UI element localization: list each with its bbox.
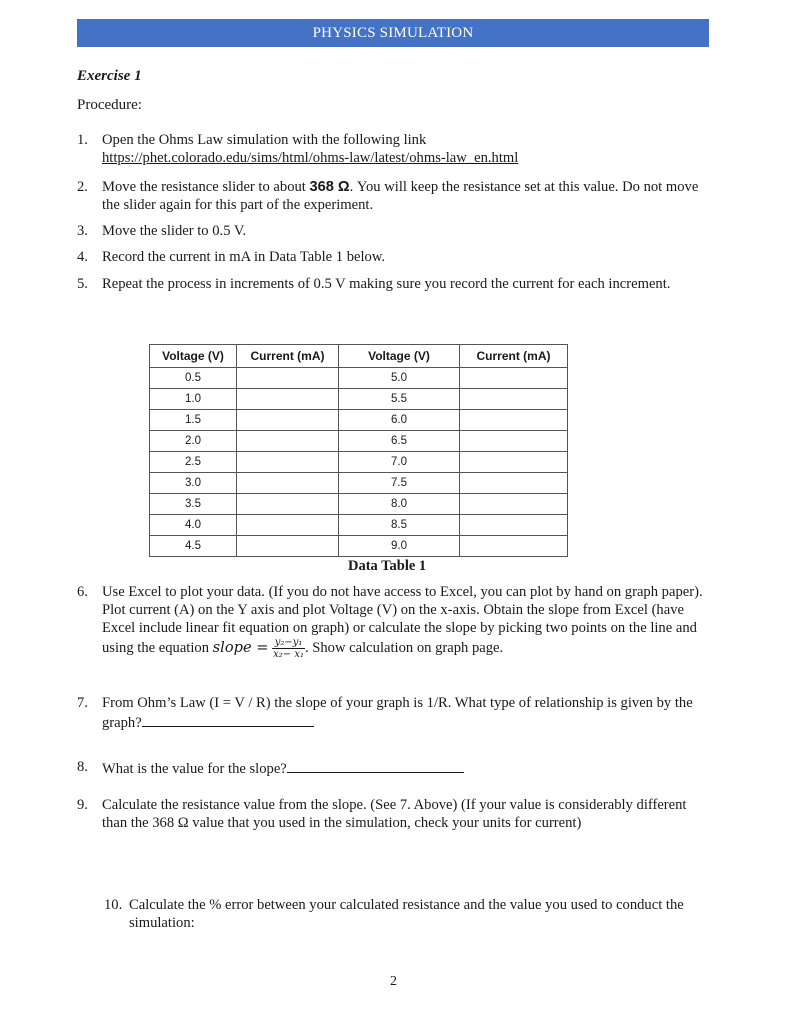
voltage-cell: 2.0	[150, 431, 237, 452]
slope-equation-fraction	[272, 637, 305, 660]
table-row	[150, 431, 568, 452]
current-input-cell[interactable]	[237, 494, 339, 515]
simulation-link[interactable]: https://phet.colorado.edu/sims/html/ohms-law/latest/ohms-law_en.html	[102, 150, 519, 166]
answer-blank-8[interactable]	[287, 758, 464, 773]
table-row	[150, 536, 568, 557]
step-1	[77, 131, 707, 167]
current-input-cell[interactable]	[460, 410, 568, 431]
current-input-cell[interactable]	[460, 431, 568, 452]
exercise-title: Exercise 1	[77, 68, 142, 84]
step-9	[77, 796, 707, 832]
table-row	[150, 473, 568, 494]
step-number: 7.	[77, 695, 88, 711]
step-number: 1.	[77, 132, 88, 148]
step-7	[77, 694, 707, 732]
voltage-cell: 7.5	[339, 473, 460, 494]
current-input-cell[interactable]	[460, 452, 568, 473]
step-number: 4.	[77, 249, 88, 265]
voltage-cell: 6.5	[339, 431, 460, 452]
step-text: Calculate the % error between your calculated resistance and the value you used to conduct the simulation:	[129, 897, 684, 931]
step-text: Move the resistance slider to about	[102, 179, 310, 195]
voltage-cell: 8.0	[339, 494, 460, 515]
voltage-cell: 9.0	[339, 536, 460, 557]
voltage-cell: 5.0	[339, 368, 460, 389]
current-input-cell[interactable]	[237, 410, 339, 431]
header-voltage-1: Voltage (V)	[150, 345, 237, 368]
table-row	[150, 410, 568, 431]
step-number: 9.	[77, 797, 88, 813]
fraction-denominator: x₂− x₁	[273, 649, 304, 660]
table-row	[150, 389, 568, 410]
step-number: 10.	[104, 897, 123, 913]
table-row	[150, 452, 568, 473]
voltage-cell: 2.5	[150, 452, 237, 473]
voltage-cell: 4.0	[150, 515, 237, 536]
current-input-cell[interactable]	[460, 473, 568, 494]
table-row	[150, 494, 568, 515]
step-number: 8.	[77, 759, 88, 775]
current-input-cell[interactable]	[237, 389, 339, 410]
table-caption: Data Table 1	[348, 558, 427, 574]
step-text: Move the slider to 0.5 V.	[102, 223, 247, 239]
page-number: 2	[390, 974, 397, 989]
current-input-cell[interactable]	[237, 515, 339, 536]
data-table-1	[149, 344, 568, 557]
table-row	[150, 368, 568, 389]
current-input-cell[interactable]	[460, 536, 568, 557]
voltage-cell: 7.0	[339, 452, 460, 473]
step-4	[77, 248, 707, 266]
voltage-cell: 6.0	[339, 410, 460, 431]
step-text: What is the value for the slope?	[102, 761, 287, 777]
current-input-cell[interactable]	[237, 452, 339, 473]
current-input-cell[interactable]	[237, 536, 339, 557]
step-number: 6.	[77, 584, 88, 600]
current-input-cell[interactable]	[460, 494, 568, 515]
step-10	[104, 896, 684, 932]
voltage-cell: 1.0	[150, 389, 237, 410]
slope-equation-lhs: slope =	[212, 638, 269, 656]
current-input-cell[interactable]	[460, 515, 568, 536]
current-input-cell[interactable]	[460, 389, 568, 410]
step-number: 5.	[77, 276, 88, 292]
fraction-numerator: y₂−y₁	[272, 637, 305, 649]
step-text-cont: . You will keep the resistance set at this value. Do not move the slider again for this part of the experiment.	[102, 179, 699, 213]
procedure-label: Procedure:	[77, 97, 142, 113]
page-header-banner	[77, 19, 709, 47]
header-voltage-2: Voltage (V)	[339, 345, 460, 368]
step-text: Repeat the process in increments of 0.5 V making sure you record the current for each increment.	[102, 276, 671, 292]
step-text: Record the current in mA in Data Table 1 below.	[102, 249, 386, 265]
step-text-cont: . Show calculation on graph page.	[304, 639, 504, 656]
voltage-cell: 0.5	[150, 368, 237, 389]
voltage-cell: 3.5	[150, 494, 237, 515]
header-title: PHYSICS SIMULATION	[312, 25, 474, 41]
step-text: Open the Ohms Law simulation with the following link	[102, 132, 427, 148]
table-row	[150, 515, 568, 536]
current-input-cell[interactable]	[237, 473, 339, 494]
step-5	[77, 275, 707, 293]
step-8	[77, 758, 707, 778]
header-current-1: Current (mA)	[237, 345, 339, 368]
step-2	[77, 178, 707, 214]
current-input-cell[interactable]	[460, 368, 568, 389]
answer-blank-7[interactable]	[142, 712, 314, 727]
step-6	[77, 583, 707, 660]
step-number: 2.	[77, 179, 88, 195]
voltage-cell: 4.5	[150, 536, 237, 557]
current-input-cell[interactable]	[237, 431, 339, 452]
voltage-cell: 3.0	[150, 473, 237, 494]
step-text: Calculate the resistance value from the slope. (See 7. Above) (If your value is considerably different than the 368 Ω value that you used in the simulation, check your units for current)	[102, 797, 687, 831]
voltage-cell: 8.5	[339, 515, 460, 536]
header-current-2: Current (mA)	[460, 345, 568, 368]
step-number: 3.	[77, 223, 88, 239]
current-input-cell[interactable]	[237, 368, 339, 389]
step-text: From Ohm’s Law (I = V / R) the slope of your graph is 1/R. What type of relationship is given by the graph?	[102, 695, 693, 731]
step-3	[77, 222, 707, 240]
step-text: Use Excel to plot your data. (If you do not have access to Excel, you can plot by hand on graph paper). Plot current (A) on the Y axis and plot Voltage (V) on the x-axis. Obtain the slope from Excel (have Excel include linear fit equation on graph) or calculate the slope by picking two points on the line and using the equation	[102, 584, 703, 656]
resistance-value: 368 Ω	[309, 179, 350, 195]
voltage-cell: 5.5	[339, 389, 460, 410]
voltage-cell: 1.5	[150, 410, 237, 431]
